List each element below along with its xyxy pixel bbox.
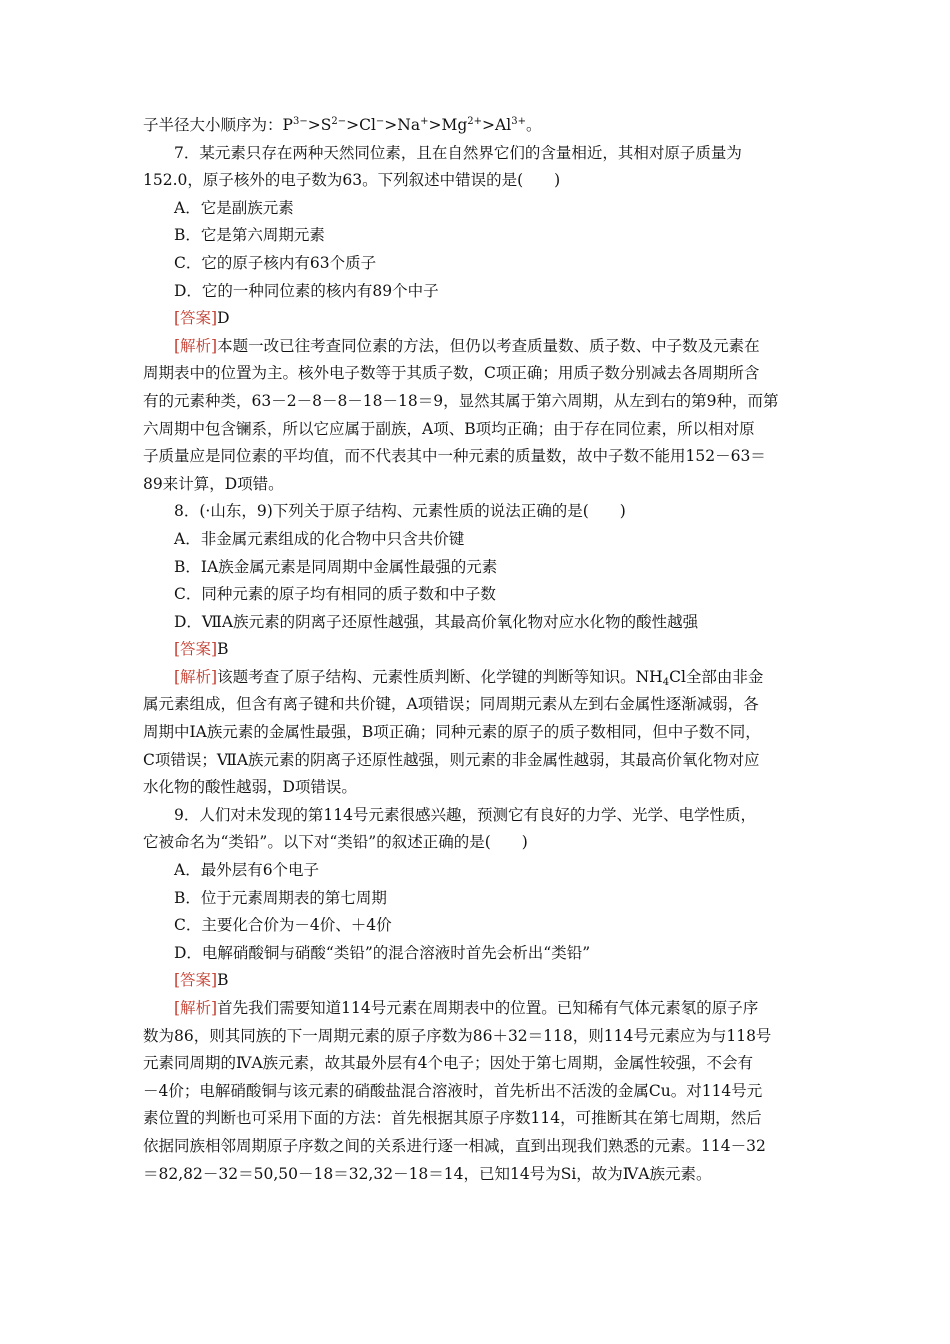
question-8-option-c: C．同种元素的原子均有相同的质子数和中子数 bbox=[174, 585, 496, 604]
question-9-analysis bbox=[143, 995, 813, 1023]
ion-charge: − bbox=[375, 116, 385, 127]
question-7-analysis-line: 周期表中的位置为主。核外电子数等于其质子数，C项正确；用质子数分别减去各周期所含 bbox=[143, 364, 760, 383]
question-7-analysis-line: 子质量应是同位素的平均值，而不代表其中一种元素的质量数，故中子数不能用152－63＝ bbox=[143, 447, 766, 466]
answer-value: B bbox=[217, 640, 229, 659]
question-7-analysis bbox=[143, 333, 813, 361]
question-7-analysis-line: 89来计算，D项错。 bbox=[143, 474, 284, 493]
question-8-stem: 8．(·山东，9)下列关于原子结构、元素性质的说法正确的是( ) bbox=[174, 502, 626, 521]
ion-charge: 2+ bbox=[467, 116, 483, 127]
analysis-text: 该题考查了原子结构、元素性质判断、化学键的判断等知识。NH bbox=[217, 667, 663, 686]
question-9-answer bbox=[143, 967, 813, 995]
question-7-answer bbox=[143, 305, 813, 333]
ion-order-prefix: 子半径大小顺序为： bbox=[143, 116, 283, 134]
analysis-text: 本题一改已往考查同位素的方法，但仍以考查质量数、质子数、中子数及元素在 bbox=[217, 336, 760, 355]
ion-charge: 3+ bbox=[511, 116, 526, 127]
ion-symbol: Na bbox=[397, 116, 421, 134]
formula-subscript: 4 bbox=[662, 676, 670, 688]
question-9-analysis-line: ＝82,82－32＝50,50－18＝32,32－18＝14，已知14号为Si，故为ⅣA族元素。 bbox=[143, 1164, 712, 1183]
question-7-stem: 7．某元素只存在两种天然同位素，且在自然界它们的含量相近，其相对原子质量为 bbox=[174, 143, 742, 162]
question-8-analysis-line: C项错误；ⅦA族元素的阴离子还原性越强，则元素的非金属性越弱，其最高价氧化物对应 bbox=[143, 750, 760, 769]
question-8-analysis-line: 属元素组成，但含有离子键和共价键，A项错误；同周期元素从左到右金属性逐渐减弱，各 bbox=[143, 695, 759, 714]
answer-tag: [答案] bbox=[174, 309, 218, 328]
question-8-option-d: D．ⅦA族元素的阴离子还原性越强，其最高价氧化物对应水化物的酸性越强 bbox=[174, 612, 699, 631]
question-7-analysis-line: 有的元素种类，63－2－8－8－18－18＝9，显然其属于第六周期，从左到右的第9种，而第 bbox=[143, 391, 779, 410]
ion-symbol: P bbox=[282, 116, 293, 134]
ion-separator: > bbox=[428, 116, 442, 134]
ion-symbol: S bbox=[320, 116, 332, 134]
answer-tag: [答案] bbox=[174, 971, 218, 990]
question-9-analysis-line: 元素同周期的ⅣA族元素，故其最外层有4个电子；因处于第七周期，金属性较强，不会有 bbox=[143, 1054, 754, 1073]
ion-separator: > bbox=[482, 116, 496, 134]
ion-separator: > bbox=[307, 116, 321, 134]
question-9-stem: 9．人们对未发现的第114号元素很感兴趣，预测它有良好的力学、光学、电学性质， bbox=[174, 805, 756, 824]
ion-charge: 3− bbox=[292, 116, 308, 127]
question-8-analysis-line: 周期中ⅠA族元素的金属性最强，B项正确；同种元素的原子的质子数相同，但中子数不同， bbox=[143, 723, 761, 742]
question-7-option-a: A．它是副族元素 bbox=[174, 198, 294, 217]
question-7-stem-cont: 152.0，原子核外的电子数为63。下列叙述中错误的是( ) bbox=[143, 171, 561, 190]
question-8-option-b: B．ⅠA族金属元素是同周期中金属性最强的元素 bbox=[174, 557, 498, 576]
ion-symbol: Cl bbox=[359, 116, 376, 134]
ion-separator: > bbox=[384, 116, 398, 134]
question-8-analysis bbox=[143, 664, 813, 692]
question-9-option-c: C．主要化合价为－4价、＋4价 bbox=[174, 916, 392, 935]
question-9-option-b: B．位于元素周期表的第七周期 bbox=[174, 888, 387, 907]
question-9-stem-cont: 它被命名为“类铅”。以下对“类铅”的叙述正确的是( ) bbox=[143, 833, 528, 852]
answer-value: B bbox=[217, 971, 229, 990]
ion-order bbox=[283, 116, 526, 134]
question-7-option-d: D．它的一种同位素的核内有89个中子 bbox=[174, 281, 439, 300]
analysis-tag: [解析] bbox=[174, 336, 218, 355]
ion-symbol: Al bbox=[495, 116, 512, 134]
analysis-tag: [解析] bbox=[174, 667, 218, 686]
question-7-analysis-line: 六周期中包含镧系，所以它应属于副族，A项、B项均正确；由于存在同位素，所以相对原 bbox=[143, 419, 755, 438]
question-9-option-d: D．电解硝酸铜与硝酸“类铅”的混合溶液时首先会析出“类铅” bbox=[174, 943, 591, 962]
ion-separator: > bbox=[346, 116, 360, 134]
question-8-answer bbox=[143, 636, 813, 664]
ion-charge: 2− bbox=[331, 116, 347, 127]
ion-radius-order-line bbox=[143, 112, 813, 140]
analysis-text: Cl全部由非金 bbox=[669, 667, 764, 686]
question-9-option-a: A．最外层有6个电子 bbox=[174, 861, 320, 880]
answer-value: D bbox=[217, 309, 230, 328]
question-7-option-b: B．它是第六周期元素 bbox=[174, 226, 325, 245]
ion-charge: + bbox=[420, 116, 429, 127]
question-9-analysis-line: 素位置的判断也可采用下面的方法：首先根据其原子序数114，可推断其在第七周期，然后 bbox=[143, 1109, 762, 1128]
ion-order-suffix: 。 bbox=[525, 116, 542, 134]
question-8-option-a: A．非金属元素组成的化合物中只含共价键 bbox=[174, 529, 465, 548]
answer-tag: [答案] bbox=[174, 640, 218, 659]
question-9-analysis-line: 数为86，则其同族的下一周期元素的原子序数为86＋32＝118，则114号元素应为与118号 bbox=[143, 1026, 772, 1045]
question-8-analysis-line: 水化物的酸性越弱，D项错误。 bbox=[143, 778, 357, 797]
analysis-tag: [解析] bbox=[174, 999, 218, 1017]
question-7-option-c: C．它的原子核内有63个质子 bbox=[174, 253, 377, 272]
document-page bbox=[143, 112, 813, 1188]
question-9-analysis-line: 依据同族相邻周期原子序数之间的关系进行逐一相减，直到出现我们熟悉的元素。114－32 bbox=[143, 1136, 766, 1155]
question-9-analysis-line: －4价；电解硝酸铜与该元素的硝酸盐混合溶液时，首先析出不活泼的金属Cu。对114号元 bbox=[143, 1081, 763, 1100]
ion-symbol: Mg bbox=[441, 116, 468, 134]
analysis-text: 首先我们需要知道114号元素在周期表中的位置。已知稀有气体元素氡的原子序 bbox=[217, 999, 759, 1017]
